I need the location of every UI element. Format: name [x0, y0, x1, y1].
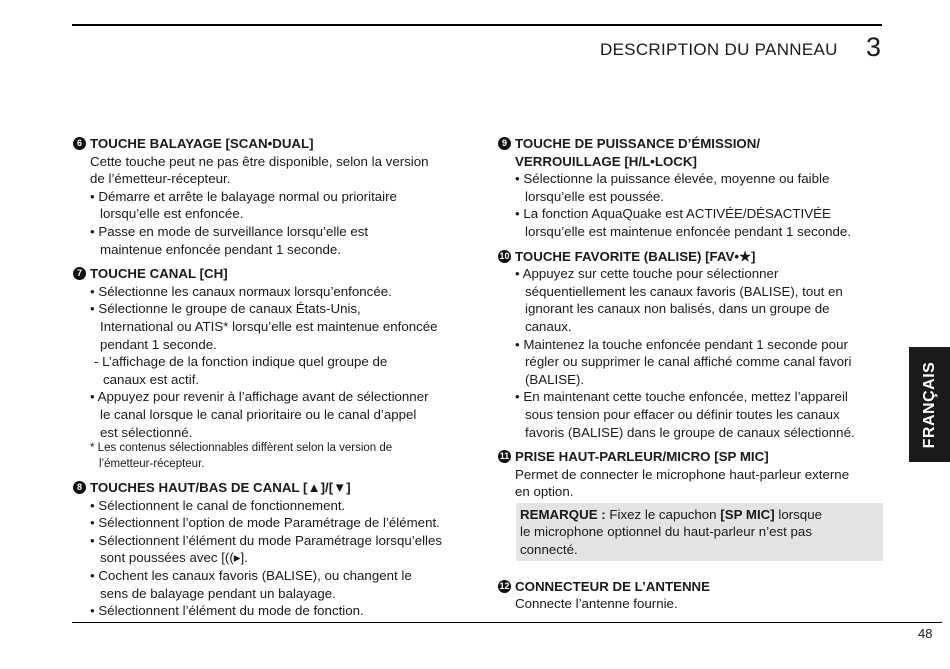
bullet-line-cont: séquentiellement les canaux favoris (BALISE), tout en: [525, 283, 843, 299]
language-tab-label: FRANÇAIS: [920, 361, 938, 448]
bullet-line-cont: canaux.: [525, 318, 572, 334]
body-line: Connecte l’antenne fournie.: [515, 596, 678, 612]
bullet-line: • Passe en mode de surveillance lorsqu’elle est: [90, 223, 369, 239]
bullet-line-cont: favoris (BALISE) dans le groupe de canaux sélectionné.: [525, 424, 855, 440]
sub-bullet-line: - L’affichage de la fonction indique quel groupe de: [94, 354, 388, 370]
section-header-title: DESCRIPTION DU PANNEAU: [600, 40, 838, 59]
footnote-cont: l’émetteur-récepteur.: [99, 457, 205, 470]
bullet-line-cont: maintenue enfoncée pendant 1 seconde.: [100, 241, 342, 257]
section-power-lock: [498, 135, 893, 241]
body-line: en option.: [515, 484, 574, 500]
section-title: TOUCHES HAUT/BAS DE CANAL [▲]/[▼]: [90, 480, 351, 496]
section-title: TOUCHE CANAL [CH]: [90, 266, 228, 282]
bullet-line-cont: (BALISE).: [525, 371, 585, 387]
body-line: Cette touche peut ne pas être disponible, selon la version: [90, 153, 429, 169]
bullet-line: • Maintenez la touche enfoncée pendant 1 seconde pour: [515, 336, 848, 352]
language-tab: [909, 347, 950, 462]
section-title: TOUCHE BALAYAGE [SCAN•DUAL]: [90, 136, 314, 151]
bullet-line: • Appuyez sur cette touche pour sélectionner: [515, 266, 779, 282]
bullet-line: • Appuyez pour revenir à l’affichage avant de sélectionner: [90, 389, 429, 405]
bullet-line-cont: sous tension pour effacer ou définir toutes les canaux: [525, 406, 840, 422]
bullet-line-cont: sens de balayage pendant un balayage.: [100, 585, 336, 601]
section-scan-dual: [73, 135, 473, 258]
section-up-down: [73, 479, 473, 620]
bullet-line-cont: ignorant les canaux non balisés, dans un groupe de: [525, 301, 830, 317]
section-channel: [73, 265, 473, 472]
body-line: de l’émetteur-récepteur.: [90, 171, 231, 187]
section-title: PRISE HAUT-PARLEUR/MICRO [SP MIC]: [515, 449, 769, 465]
footer-rule: [72, 622, 942, 623]
footnote: * Les contenus sélectionnables diffèrent selon la version de: [90, 442, 393, 455]
bullet-line-cont: le canal lorsque le canal prioritaire ou le canal d’appel: [100, 406, 417, 422]
section-title: CONNECTEUR DE L’ANTENNE: [515, 578, 711, 594]
body-line: Permet de connecter le microphone haut-parleur externe: [515, 466, 850, 482]
section-number-badge: 8: [73, 481, 86, 494]
bullet-line-cont: est sélectionné.: [100, 424, 193, 440]
section-antenna: [498, 578, 893, 613]
remark-box: [516, 503, 883, 561]
remark-line: connecté.: [520, 542, 578, 558]
page-number: 48: [918, 626, 933, 641]
bullet-line-cont: lorsqu’elle est enfoncée.: [100, 206, 244, 222]
bullet-line-cont: régler ou supprimer le canal affiché comme canal favori: [525, 354, 852, 370]
bullet-line: • En maintenant cette touche enfoncée, mettez l’appareil: [515, 389, 848, 405]
bullet-line: • Sélectionne le groupe de canaux États-Unis,: [90, 301, 361, 317]
chapter-number: 3: [866, 32, 882, 62]
section-title-cont: VERROUILLAGE [H/L•LOCK]: [515, 153, 697, 169]
remark-text: Fixez le capuchon: [605, 506, 721, 522]
sub-bullet-line-cont: canaux est actif.: [103, 371, 200, 387]
bullet-line: • Sélectionnent le canal de fonctionnement.: [90, 497, 346, 513]
section-title: TOUCHE FAVORITE (BALISE) [FAV•★]: [515, 248, 756, 264]
bullet-line: • Sélectionne les canaux normaux lorsqu’enfoncée.: [90, 283, 392, 299]
bullet-line-cont: International ou ATIS* lorsqu’elle est maintenue enfoncée: [100, 318, 438, 334]
bullet-line-cont: sont poussées avec [((▸].: [100, 550, 248, 566]
bullet-line: • Sélectionne la puissance élevée, moyenne ou faible: [515, 171, 830, 187]
bullet-line: • La fonction AquaQuake est ACTIVÉE/DÉSACTIVÉE: [515, 206, 831, 222]
bullet-line: • Sélectionnent l’élément du mode de fonction.: [90, 603, 364, 619]
remark-label: REMARQUE :: [520, 506, 606, 522]
remark-line: le microphone optionnel du haut-parleur n’est pas: [520, 524, 812, 540]
section-number-badge: 12: [499, 580, 510, 591]
section-number-badge: 9: [498, 137, 511, 150]
remark-text: lorsque: [774, 506, 822, 522]
bullet-line: • Sélectionnent l’élément du mode Paramétrage lorsqu’elles: [90, 532, 443, 548]
right-column: [498, 135, 893, 620]
section-sp-mic: [498, 448, 893, 561]
remark-key: [SP MIC]: [720, 506, 775, 522]
bullet-line-cont: pendant 1 seconde.: [100, 336, 217, 352]
section-number-badge: 10: [499, 250, 510, 261]
bullet-line: • Cochent les canaux favoris (BALISE), ou changent le: [90, 568, 412, 584]
bullet-line-cont: lorsqu’elle est poussée.: [525, 188, 664, 204]
section-number-badge: 11: [499, 451, 510, 462]
section-favorite: [498, 248, 893, 442]
section-number-badge: 6: [73, 137, 86, 150]
bullet-line: • Démarre et arrête le balayage normal ou prioritaire: [90, 188, 397, 204]
bullet-line: • Sélectionnent l’option de mode Paramétrage de l’élément.: [90, 515, 440, 531]
section-title: TOUCHE DE PUISSANCE D’ÉMISSION/: [515, 136, 761, 151]
section-number-badge: 7: [73, 267, 86, 280]
bullet-line-cont: lorsqu’elle est maintenue enfoncée pendant 1 seconde.: [525, 223, 852, 239]
left-column: [73, 135, 473, 627]
header-rule: [72, 24, 882, 26]
